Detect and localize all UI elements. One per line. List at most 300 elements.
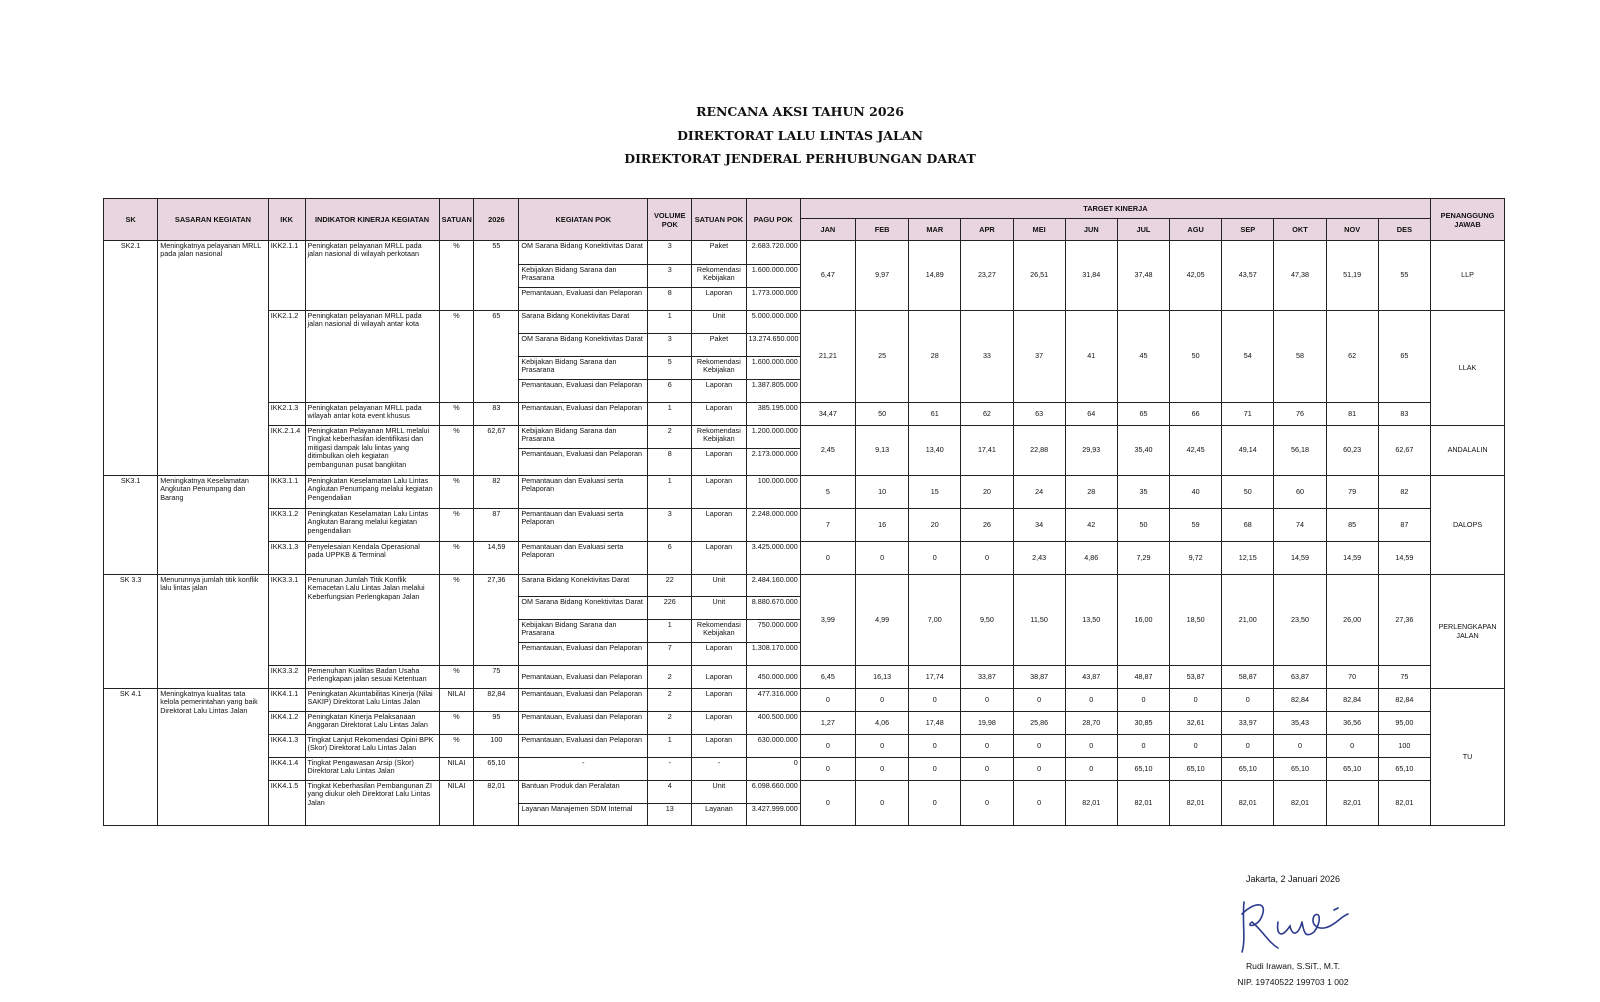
cell-volume: 3: [648, 334, 692, 357]
cell-satuan-pok: Laporan: [692, 666, 746, 689]
cell-satuan-pok: Paket: [692, 334, 746, 357]
cell-satuan: %: [439, 476, 474, 509]
cell-pagu: 0: [746, 758, 800, 781]
cell-month-target: 22,88: [1013, 426, 1065, 476]
table-row: [104, 241, 1505, 265]
cell-pagu: 6.098.660.000: [746, 781, 800, 804]
cell-month-target: 82,01: [1170, 781, 1222, 826]
cell-month-target: 51,19: [1326, 241, 1378, 311]
cell-satuan-pok: Laporan: [692, 542, 746, 575]
col-month: AGU: [1170, 219, 1222, 241]
cell-month-target: 49,14: [1222, 426, 1274, 476]
cell-month-target: 1,27: [800, 712, 855, 735]
cell-month-target: 0: [1065, 758, 1117, 781]
cell-month-target: 40: [1170, 476, 1222, 509]
cell-target-year: 83: [474, 403, 519, 426]
cell-ikk: IKK2.1.3: [268, 403, 305, 426]
col-month: JAN: [800, 219, 855, 241]
cell-pagu: 2.683.720.000: [746, 241, 800, 265]
col-pagu: PAGU POK: [746, 199, 800, 241]
cell-indikator: Pemenuhan Kualitas Badan Usaha Perlengkapan jalan sesuai Ketentuan: [305, 666, 439, 689]
cell-month-target: 34,47: [800, 403, 855, 426]
cell-month-target: 42,45: [1170, 426, 1222, 476]
cell-month-target: 81: [1326, 403, 1378, 426]
col-satuan: SATUAN: [439, 199, 474, 241]
cell-month-target: 14,59: [1274, 542, 1326, 575]
cell-month-target: 29,93: [1065, 426, 1117, 476]
cell-satuan: %: [439, 403, 474, 426]
cell-month-target: 55: [1378, 241, 1430, 311]
cell-month-target: 33,87: [961, 666, 1013, 689]
cell-month-target: 33,97: [1222, 712, 1274, 735]
cell-month-target: 76: [1274, 403, 1326, 426]
cell-satuan-pok: Rekomendasi Kebijakan: [692, 426, 746, 449]
cell-month-target: 42: [1065, 509, 1117, 542]
cell-month-target: 85: [1326, 509, 1378, 542]
col-ikk: IKK: [268, 199, 305, 241]
cell-month-target: 19,98: [961, 712, 1013, 735]
cell-month-target: 23,27: [961, 241, 1013, 311]
cell-month-target: 0: [909, 758, 961, 781]
cell-month-target: 0: [961, 689, 1013, 712]
cell-satuan-pok: Unit: [692, 575, 746, 597]
cell-sasaran: Meningkatnya pelayanan MRLL pada jalan nasional: [158, 241, 269, 476]
cell-month-target: 9,50: [961, 575, 1013, 666]
cell-satuan-pok: Rekomendasi Kebijakan: [692, 265, 746, 288]
cell-month-target: 65: [1378, 311, 1430, 403]
cell-month-target: 65: [1117, 403, 1169, 426]
table-row: [104, 735, 1505, 758]
cell-month-target: 0: [800, 781, 855, 826]
cell-month-target: 0: [1170, 689, 1222, 712]
cell-pagu: 477.316.000: [746, 689, 800, 712]
cell-month-target: 64: [1065, 403, 1117, 426]
cell-month-target: 0: [800, 689, 855, 712]
cell-kegiatan: Pemantauan, Evaluasi dan Pelaporan: [519, 288, 648, 311]
cell-ikk: IKK3.1.1: [268, 476, 305, 509]
cell-volume: 5: [648, 357, 692, 380]
cell-month-target: 0: [1117, 689, 1169, 712]
cell-month-target: 63: [1013, 403, 1065, 426]
cell-month-target: 28,70: [1065, 712, 1117, 735]
cell-month-target: 79: [1326, 476, 1378, 509]
table-row: [104, 781, 1505, 804]
cell-month-target: 16: [855, 509, 908, 542]
cell-pagu: 630.000.000: [746, 735, 800, 758]
cell-indikator: Peningkatan Keselamatan Lalu Lintas Angkutan Barang melalui kegiatan pengendalian: [305, 509, 439, 542]
cell-volume: 1: [648, 311, 692, 334]
cell-indikator: Tingkat Pengawasan Arsip (Skor) Direktorat Lalu Lintas Jalan: [305, 758, 439, 781]
table-row: [104, 758, 1505, 781]
cell-volume: 2: [648, 666, 692, 689]
col-month: MEI: [1013, 219, 1065, 241]
cell-pagu: 3.427.999.000: [746, 804, 800, 826]
cell-month-target: 42,05: [1170, 241, 1222, 311]
table-row: [104, 712, 1505, 735]
cell-sasaran: Meningkatnya kualitas tata kelola pemerintahan yang baik Direktorat Lalu Lintas Jalan: [158, 689, 269, 826]
cell-month-target: 35,43: [1274, 712, 1326, 735]
cell-ikk: IKK2.1.1: [268, 241, 305, 311]
cell-month-target: 12,15: [1222, 542, 1274, 575]
cell-satuan: %: [439, 542, 474, 575]
cell-month-target: 87: [1378, 509, 1430, 542]
cell-month-target: 18,50: [1170, 575, 1222, 666]
col-month: SEP: [1222, 219, 1274, 241]
cell-month-target: 26,00: [1326, 575, 1378, 666]
cell-indikator: Peningkatan Kinerja Pelaksanaan Anggaran Direktorat Lalu Lintas Jalan: [305, 712, 439, 735]
cell-month-target: 0: [1065, 735, 1117, 758]
cell-month-target: 28: [1065, 476, 1117, 509]
cell-satuan-pok: Unit: [692, 781, 746, 804]
cell-month-target: 56,18: [1274, 426, 1326, 476]
cell-month-target: 0: [800, 758, 855, 781]
cell-ikk: IKK3.1.3: [268, 542, 305, 575]
cell-satuan-pok: Laporan: [692, 643, 746, 666]
cell-pagu: 1.600.000.000: [746, 265, 800, 288]
cell-satuan: %: [439, 311, 474, 403]
cell-month-target: 59: [1170, 509, 1222, 542]
cell-month-target: 4,99: [855, 575, 908, 666]
cell-month-target: 0: [855, 781, 908, 826]
col-month: JUL: [1117, 219, 1169, 241]
table-row: [104, 575, 1505, 597]
cell-satuan-pok: Rekomendasi Kebijakan: [692, 620, 746, 643]
cell-month-target: 14,59: [1378, 542, 1430, 575]
cell-ikk: IKK4.1.1: [268, 689, 305, 712]
cell-ikk: IKK4.1.2: [268, 712, 305, 735]
cell-indikator: Peningkatan Keselamatan Lalu Lintas Angkutan Penumpang melalui kegiatan Pengendalian: [305, 476, 439, 509]
cell-sasaran: Meningkatnya Keselamatan Angkutan Penumpang dan Barang: [158, 476, 269, 575]
cell-month-target: 65,10: [1274, 758, 1326, 781]
cell-ikk: IKK3.1.2: [268, 509, 305, 542]
cell-satuan-pok: -: [692, 758, 746, 781]
cell-month-target: 82,01: [1326, 781, 1378, 826]
table-row: [104, 509, 1505, 542]
cell-pagu: 1.200.000.000: [746, 426, 800, 449]
cell-month-target: 14,89: [909, 241, 961, 311]
cell-indikator: Tingkat Lanjut Rekomendasi Opini BPK (Skor) Direktorat Lalu Lintas Jalan: [305, 735, 439, 758]
col-penanggung-jawab: PENANGGUNG JAWAB: [1431, 199, 1505, 241]
cell-month-target: 30,85: [1117, 712, 1169, 735]
cell-month-target: 36,56: [1326, 712, 1378, 735]
cell-satuan: NILAI: [439, 689, 474, 712]
cell-month-target: 65,10: [1222, 758, 1274, 781]
cell-volume: 6: [648, 542, 692, 575]
cell-pagu: 400.500.000: [746, 712, 800, 735]
cell-month-target: 0: [1326, 735, 1378, 758]
cell-indikator: Penyelesaian Kendala Operasional pada UPPKB & Terminal: [305, 542, 439, 575]
cell-month-target: 100: [1378, 735, 1430, 758]
cell-target-year: 65,10: [474, 758, 519, 781]
cell-month-target: 0: [1117, 735, 1169, 758]
cell-month-target: 13,50: [1065, 575, 1117, 666]
cell-month-target: 45: [1117, 311, 1169, 403]
table-row: [104, 311, 1505, 334]
cell-month-target: 37,48: [1117, 241, 1169, 311]
cell-month-target: 13,40: [909, 426, 961, 476]
cell-month-target: 62,67: [1378, 426, 1430, 476]
cell-month-target: 75: [1378, 666, 1430, 689]
col-month: FEB: [855, 219, 908, 241]
cell-volume: 2: [648, 426, 692, 449]
cell-month-target: 7: [800, 509, 855, 542]
cell-satuan: %: [439, 509, 474, 542]
cell-month-target: 28: [909, 311, 961, 403]
cell-month-target: 50: [855, 403, 908, 426]
signature-block: [1228, 958, 1358, 990]
cell-month-target: 0: [1013, 758, 1065, 781]
cell-kegiatan: Kebijakan Bidang Sarana dan Prasarana: [519, 265, 648, 288]
signer-name: Rudi Irawan, S.SiT., M.T.: [1245, 961, 1341, 971]
cell-month-target: 82: [1378, 476, 1430, 509]
title-line-1: RENCANA AKSI TAHUN 2026: [696, 104, 904, 119]
cell-month-target: 14,59: [1326, 542, 1378, 575]
cell-satuan-pok: Laporan: [692, 403, 746, 426]
cell-month-target: 82,01: [1065, 781, 1117, 826]
cell-volume: 1: [648, 476, 692, 509]
table-header: [104, 199, 1505, 241]
cell-month-target: 82,01: [1274, 781, 1326, 826]
cell-month-target: 47,38: [1274, 241, 1326, 311]
col-volume: VOLUME POK: [648, 199, 692, 241]
cell-month-target: 17,41: [961, 426, 1013, 476]
table-row: [104, 542, 1505, 575]
cell-ikk: IKK.2.1.4: [268, 426, 305, 476]
cell-volume: 2: [648, 689, 692, 712]
table-row: [104, 666, 1505, 689]
cell-satuan-pok: Laporan: [692, 380, 746, 403]
cell-indikator: Peningkatan Pelayanan MRLL melalui Tingkat keberhasilan identifikasi dan mitigasi dampak lalu lintas yang ditimbulkan oleh kegiatan pembangunan pusat bangkitan: [305, 426, 439, 476]
cell-pagu: 2.173.000.000: [746, 449, 800, 476]
cell-satuan-pok: Laporan: [692, 476, 746, 509]
cell-penanggung-jawab: ANDALALIN: [1431, 426, 1505, 476]
cell-target-year: 82,01: [474, 781, 519, 826]
cell-pagu: 5.000.000.000: [746, 311, 800, 334]
cell-pagu: 450.000.000: [746, 666, 800, 689]
cell-month-target: 21,00: [1222, 575, 1274, 666]
cell-month-target: 0: [855, 689, 908, 712]
cell-volume: 8: [648, 449, 692, 476]
cell-month-target: 4,06: [855, 712, 908, 735]
cell-month-target: 58,87: [1222, 666, 1274, 689]
col-month: NOV: [1326, 219, 1378, 241]
cell-penanggung-jawab: PERLENGKAPAN JALAN: [1431, 575, 1505, 689]
cell-ikk: IKK2.1.2: [268, 311, 305, 403]
cell-month-target: 50: [1170, 311, 1222, 403]
cell-month-target: 0: [800, 542, 855, 575]
cell-month-target: 50: [1117, 509, 1169, 542]
cell-month-target: 0: [1274, 735, 1326, 758]
cell-kegiatan: Bantuan Produk dan Peralatan: [519, 781, 648, 804]
cell-sk: SK 3.3: [104, 575, 158, 689]
cell-indikator: Peningkatan Akuntabilitas Kinerja (Nilai SAKIP) Direktorat Lalu Lintas Jalan: [305, 689, 439, 712]
cell-penanggung-jawab: LLAK: [1431, 311, 1505, 426]
cell-volume: 1: [648, 735, 692, 758]
col-year: 2026: [474, 199, 519, 241]
cell-month-target: 26: [961, 509, 1013, 542]
document-title: [0, 100, 1600, 171]
cell-month-target: 43,87: [1065, 666, 1117, 689]
cell-satuan-pok: Laporan: [692, 288, 746, 311]
cell-target-year: 82: [474, 476, 519, 509]
cell-indikator: Peningkatan pelayanan MRLL pada jalan nasional di wilayah antar kota: [305, 311, 439, 403]
cell-ikk: IKK4.1.4: [268, 758, 305, 781]
cell-month-target: 50: [1222, 476, 1274, 509]
cell-volume: 22: [648, 575, 692, 597]
cell-pagu: 13.274.650.000: [746, 334, 800, 357]
cell-month-target: 0: [961, 758, 1013, 781]
cell-month-target: 82,84: [1274, 689, 1326, 712]
cell-month-target: 0: [1065, 689, 1117, 712]
title-line-3: DIREKTORAT JENDERAL PERHUBUNGAN DARAT: [624, 151, 976, 166]
cell-month-target: 7,29: [1117, 542, 1169, 575]
cell-satuan-pok: Laporan: [692, 449, 746, 476]
cell-month-target: 54: [1222, 311, 1274, 403]
cell-month-target: 71: [1222, 403, 1274, 426]
cell-target-year: 14,59: [474, 542, 519, 575]
cell-month-target: 0: [855, 542, 908, 575]
cell-month-target: 65,10: [1117, 758, 1169, 781]
cell-volume: 13: [648, 804, 692, 826]
cell-month-target: 0: [961, 542, 1013, 575]
cell-penanggung-jawab: DALOPS: [1431, 476, 1505, 575]
cell-kegiatan: Pemantauan, Evaluasi dan Pelaporan: [519, 449, 648, 476]
cell-month-target: 0: [1170, 735, 1222, 758]
cell-volume: -: [648, 758, 692, 781]
cell-month-target: 82,84: [1326, 689, 1378, 712]
cell-kegiatan: Pemantauan, Evaluasi dan Pelaporan: [519, 380, 648, 403]
cell-pagu: 2.248.000.000: [746, 509, 800, 542]
cell-month-target: 16,00: [1117, 575, 1169, 666]
cell-kegiatan: Pemantauan, Evaluasi dan Pelaporan: [519, 666, 648, 689]
cell-month-target: 35,40: [1117, 426, 1169, 476]
cell-sk: SK 4.1: [104, 689, 158, 826]
cell-pagu: 3.425.000.000: [746, 542, 800, 575]
cell-satuan: %: [439, 426, 474, 476]
col-sk: SK: [104, 199, 158, 241]
cell-month-target: 0: [1013, 781, 1065, 826]
col-satuan-pok: SATUAN POK: [692, 199, 746, 241]
cell-kegiatan: OM Sarana Bidang Konektivitas Darat: [519, 597, 648, 620]
cell-kegiatan: OM Sarana Bidang Konektivitas Darat: [519, 334, 648, 357]
title-line-2: DIREKTORAT LALU LINTAS JALAN: [677, 127, 923, 143]
cell-month-target: 62: [961, 403, 1013, 426]
cell-month-target: 25,86: [1013, 712, 1065, 735]
cell-pagu: 750.000.000: [746, 620, 800, 643]
cell-target-year: 82,84: [474, 689, 519, 712]
handwritten-signature: [1238, 892, 1358, 964]
cell-volume: 3: [648, 509, 692, 542]
cell-target-year: 75: [474, 666, 519, 689]
col-target: TARGET KINERJA: [800, 199, 1430, 219]
col-kegiatan: KEGIATAN POK: [519, 199, 648, 241]
cell-satuan-pok: Laporan: [692, 712, 746, 735]
cell-satuan: %: [439, 735, 474, 758]
cell-month-target: 27,36: [1378, 575, 1430, 666]
cell-month-target: 10: [855, 476, 908, 509]
cell-satuan-pok: Unit: [692, 311, 746, 334]
cell-month-target: 9,13: [855, 426, 908, 476]
cell-satuan: %: [439, 666, 474, 689]
cell-month-target: 5: [800, 476, 855, 509]
cell-volume: 8: [648, 288, 692, 311]
cell-month-target: 63,87: [1274, 666, 1326, 689]
cell-target-year: 65: [474, 311, 519, 403]
cell-month-target: 0: [1222, 689, 1274, 712]
cell-month-target: 21,21: [800, 311, 855, 403]
cell-month-target: 0: [909, 689, 961, 712]
cell-month-target: 38,87: [1013, 666, 1065, 689]
cell-sk: SK2.1: [104, 241, 158, 476]
cell-month-target: 60: [1274, 476, 1326, 509]
cell-month-target: 16,13: [855, 666, 908, 689]
cell-ikk: IKK3.3.1: [268, 575, 305, 666]
cell-penanggung-jawab: LLP: [1431, 241, 1505, 311]
cell-pagu: 2.484.160.000: [746, 575, 800, 597]
table-row: [104, 476, 1505, 509]
cell-pagu: 1.308.170.000: [746, 643, 800, 666]
cell-month-target: 32,61: [1170, 712, 1222, 735]
cell-pagu: 8.880.670.000: [746, 597, 800, 620]
cell-kegiatan: Sarana Bidang Konektivitas Darat: [519, 311, 648, 334]
cell-kegiatan: Kebijakan Bidang Sarana dan Prasarana: [519, 357, 648, 380]
cell-month-target: 20: [909, 509, 961, 542]
cell-month-target: 0: [855, 735, 908, 758]
cell-month-target: 68: [1222, 509, 1274, 542]
cell-satuan-pok: Unit: [692, 597, 746, 620]
cell-month-target: 43,57: [1222, 241, 1274, 311]
cell-month-target: 17,48: [909, 712, 961, 735]
cell-month-target: 20: [961, 476, 1013, 509]
cell-month-target: 0: [961, 781, 1013, 826]
table-body: [104, 241, 1505, 826]
cell-month-target: 6,47: [800, 241, 855, 311]
col-month: DES: [1378, 219, 1430, 241]
col-month: OKT: [1274, 219, 1326, 241]
table-row: [104, 403, 1505, 426]
cell-satuan: NILAI: [439, 758, 474, 781]
cell-target-year: 100: [474, 735, 519, 758]
cell-month-target: 83: [1378, 403, 1430, 426]
cell-month-target: 60,23: [1326, 426, 1378, 476]
cell-volume: 3: [648, 265, 692, 288]
cell-kegiatan: Pemantauan dan Evaluasi serta Pelaporan: [519, 542, 648, 575]
cell-satuan: %: [439, 575, 474, 666]
table-row: [104, 426, 1505, 449]
cell-month-target: 70: [1326, 666, 1378, 689]
cell-month-target: 7,00: [909, 575, 961, 666]
cell-pagu: 385.195.000: [746, 403, 800, 426]
cell-satuan-pok: Rekomendasi Kebijakan: [692, 357, 746, 380]
cell-month-target: 53,87: [1170, 666, 1222, 689]
cell-volume: 1: [648, 403, 692, 426]
cell-month-target: 0: [1222, 735, 1274, 758]
col-month: APR: [961, 219, 1013, 241]
cell-month-target: 35: [1117, 476, 1169, 509]
cell-volume: 2: [648, 712, 692, 735]
cell-month-target: 58: [1274, 311, 1326, 403]
table-row: [104, 689, 1505, 712]
cell-month-target: 6,45: [800, 666, 855, 689]
cell-month-target: 24: [1013, 476, 1065, 509]
cell-month-target: 0: [909, 542, 961, 575]
cell-month-target: 65,10: [1326, 758, 1378, 781]
cell-indikator: Peningkatan pelayanan MRLL pada jalan nasional di wilayah perkotaan: [305, 241, 439, 311]
cell-volume: 226: [648, 597, 692, 620]
cell-volume: 7: [648, 643, 692, 666]
cell-ikk: IKK4.1.3: [268, 735, 305, 758]
cell-month-target: 2,45: [800, 426, 855, 476]
